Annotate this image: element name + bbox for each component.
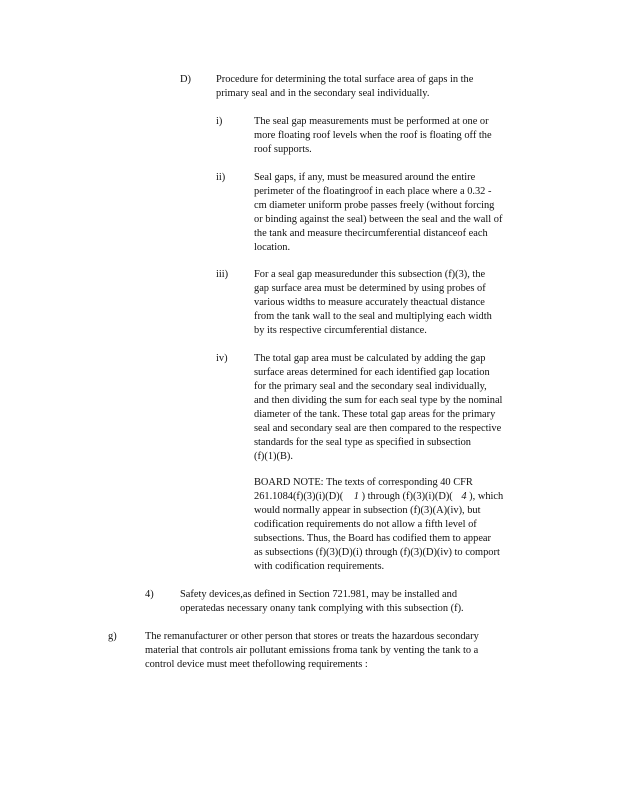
item-g-line: control device must meet thefollowing requirements : [145,659,368,670]
item-i-line: more floating roof levels when the roof is floating off the [254,130,492,141]
item-iv-line: (f)(1)(B). [254,451,293,462]
item-d-line: primary seal and in the secondary seal individually. [216,88,430,99]
board-note [254,476,544,574]
item-4-line: operatedas necessary onany tank complying with this subsection (f). [180,603,464,614]
item-iv-line: surface areas determined for each identified gap location [254,367,490,378]
item-4-line: Safety devices,as defined in Section 721.981, may be installed and [180,589,458,600]
item-iv-text [254,352,538,464]
item-g-line: material that controls air pollutant emissions froma tank by venting the tank to a [145,645,479,656]
item-iii-line: gap surface area must be determined by using probes of [254,283,486,294]
item-iv-line: standards for the seal type as specified in subsection [254,437,471,448]
item-d-marker: D) [180,74,191,85]
item-g-line: The remanufacturer or other person that stores or treats the hazardous secondary [145,631,479,642]
item-iii-line: various widths to measure accurately theactual distance [254,297,485,308]
item-ii-marker: ii) [216,172,226,183]
item-iii-marker: iii) [216,269,229,280]
item-iii-line: by its respective circumferential distance. [254,325,427,336]
item-iv-line: seal and secondary seal are then compared to the respective [254,423,502,434]
item-ii-line: or binding against the seal) between the seal and the wall of [254,214,503,225]
item-d-text [216,73,516,101]
item-ii-text [254,171,544,255]
item-4-marker: 4) [145,589,154,600]
item-iv-marker: iv) [216,353,228,364]
item-iv-line: The total gap area must be calculated by adding the gap [254,353,486,364]
item-iv-line: and then dividing the sum for each seal type by the nominal [254,395,503,406]
item-d-line: Procedure for determining the total surface area of gaps in the [216,74,474,85]
board-note-line: codification requirements do not allow a fifth level of [254,519,477,530]
board-note-line: with codification requirements. [254,561,385,572]
item-i-line: roof supports. [254,144,312,155]
board-note-line: subsections. Thus, the Board has codified them to appear [254,533,492,544]
item-ii-line: Seal gaps, if any, must be measured around the entire [254,172,476,183]
board-note-line [254,490,544,504]
board-note-cite: ) through (f)(3)(i)(D)( [361,491,453,502]
board-note-line: as subsections (f)(3)(D)(i) through (f)(3)(D)(iv) to comport [254,547,500,558]
item-iii-line: from the tank wall to the seal and multiplying each width [254,311,492,322]
item-iii-line: For a seal gap measuredunder this subsection (f)(3), the [254,269,486,280]
board-note-cite-num: 1 [353,491,359,502]
item-iv-line: diameter of the tank. These total gap areas for the primary [254,409,496,420]
item-g-marker: g) [108,631,117,642]
item-ii-line: cm diameter uniform probe passes freely (without forcing [254,200,495,211]
item-iii-text [254,268,530,338]
item-i-text [254,115,530,157]
board-note-cite-num: 4 [461,491,467,502]
board-note-cite: ), which [469,491,504,502]
item-ii-line: the tank and measure thecircumferential distanceof each [254,228,488,239]
item-ii-line: location. [254,242,291,253]
board-note-line: BOARD NOTE: The texts of corresponding 40 CFR [254,477,473,488]
item-g-text [145,630,545,672]
board-note-cite: 261.1084(f)(3)(i)(D)( [254,491,344,502]
item-i-marker: i) [216,116,223,127]
item-i-line: The seal gap measurements must be performed at one or [254,116,489,127]
item-4-text [180,588,520,616]
item-ii-line: perimeter of the floatingroof in each place where a 0.32 - [254,186,492,197]
item-iv-line: for the primary seal and the secondary seal individually, [254,381,487,392]
board-note-line: would normally appear in subsection (f)(3)(A)(iv), but [254,505,481,516]
